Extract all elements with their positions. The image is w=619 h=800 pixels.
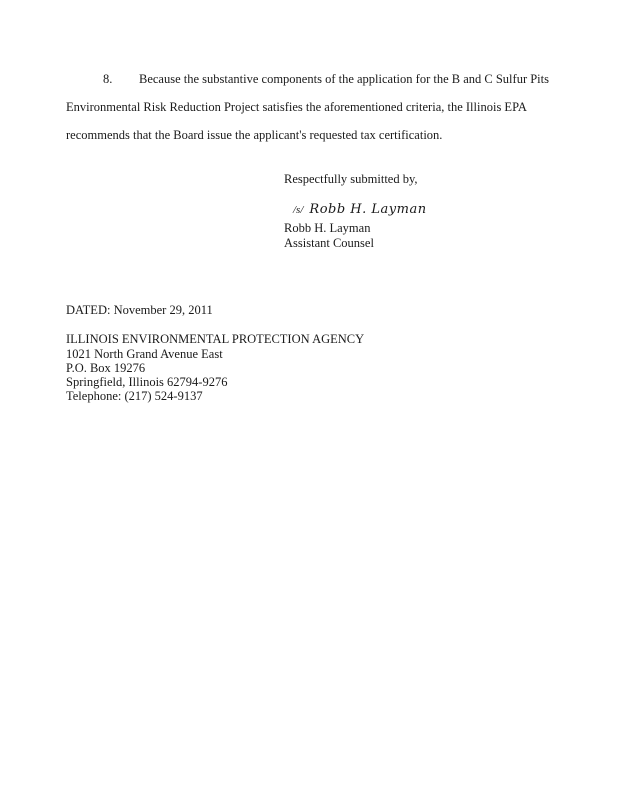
- paragraph-number: 8.: [103, 72, 113, 86]
- agency-city: Springfield, Illinois 62794-9276: [66, 375, 228, 389]
- paragraph-line-3: recommends that the Board issue the applicant's requested tax certification.: [66, 128, 443, 142]
- paragraph-line-1: Because the substantive components of the application for the B and C Sulfur Pits: [139, 72, 549, 86]
- electronic-signature: [293, 201, 427, 217]
- signature-script-name: Robb H. Layman: [309, 202, 427, 217]
- closing-line: Respectfully submitted by,: [284, 172, 418, 186]
- agency-street: 1021 North Grand Avenue East: [66, 347, 223, 361]
- paragraph-line-2: Environmental Risk Reduction Project satisfies the aforementioned criteria, the Illinois EPA: [66, 100, 527, 114]
- agency-name: ILLINOIS ENVIRONMENTAL PROTECTION AGENCY: [66, 332, 365, 346]
- agency-po-box: P.O. Box 19276: [66, 361, 146, 375]
- dated-line: DATED: November 29, 2011: [66, 303, 213, 317]
- signature-slash-prefix: /s/: [293, 204, 304, 216]
- agency-telephone: Telephone: (217) 524-9137: [66, 389, 203, 403]
- signer-name: Robb H. Layman: [284, 221, 371, 235]
- signer-title: Assistant Counsel: [284, 236, 374, 250]
